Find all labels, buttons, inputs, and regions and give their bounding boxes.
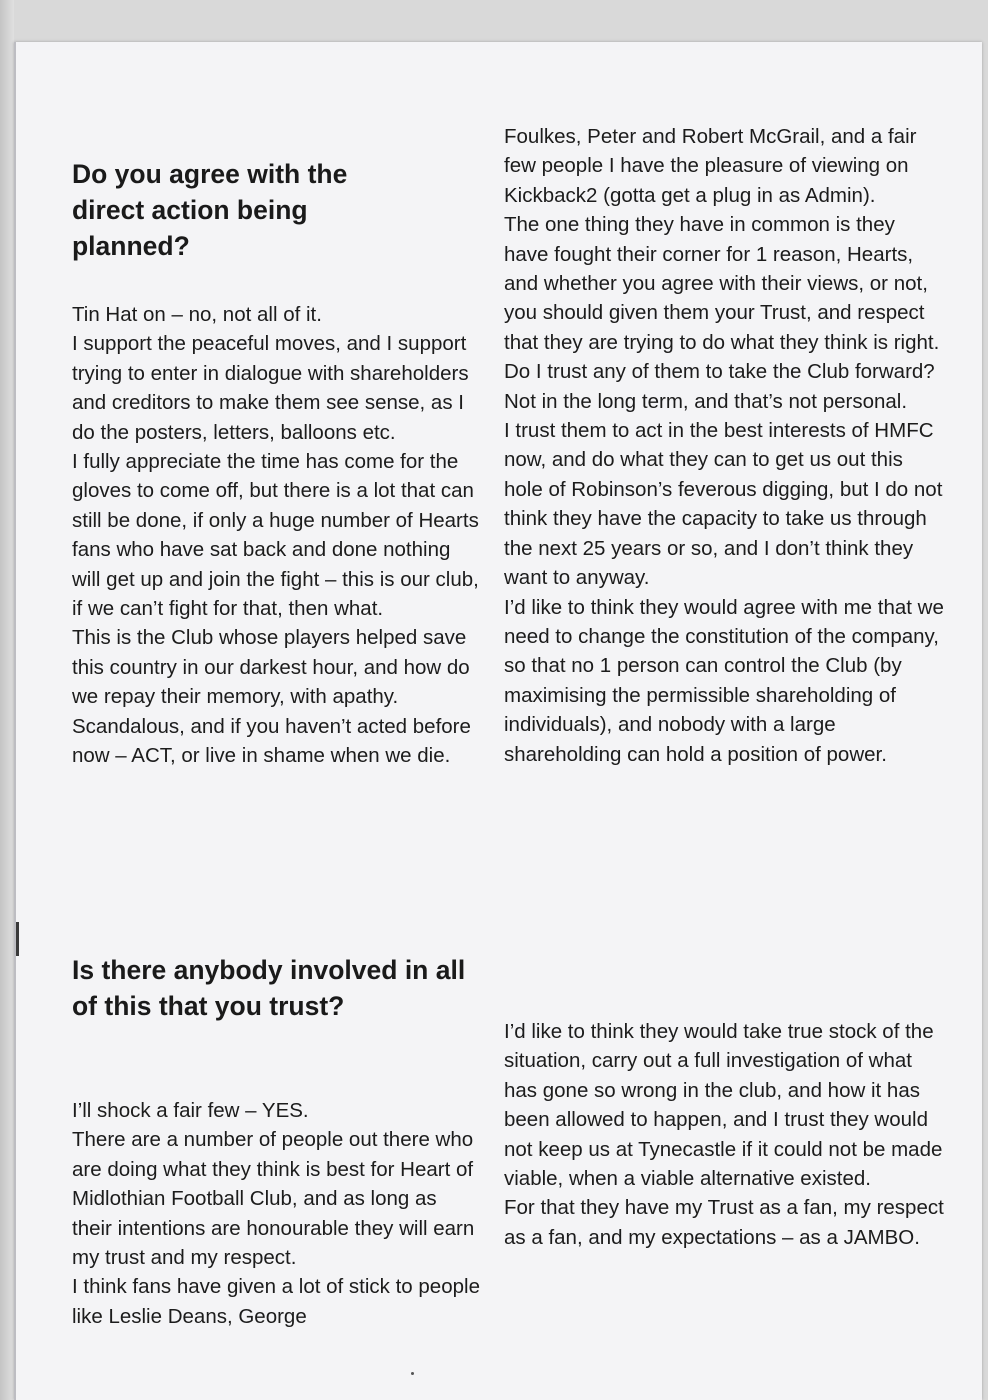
body-line: Do I trust any of them to take the Club forward? Not in the long term, and that’s not personal.: [504, 360, 935, 413]
answer-line: I support the peaceful moves, and I support trying to enter in dialogue with shareholders and creditors to make them see sense, as I do the posters, letters, balloons etc.: [72, 332, 469, 444]
heading-trust: Is there anybody involved in all of this that you trust?: [72, 955, 466, 1021]
answer-line: I’ll shock a fair few – YES.: [72, 1099, 309, 1122]
answer-direct-action: [72, 300, 482, 771]
answer-line: I fully appreciate the time has come for the gloves to come off, but there is a lot that can still be done, if only a huge number of Hearts fans who have sat back and done nothing will get up and join the fight – this is our club, if we can’t fight for that, then what.: [72, 450, 479, 621]
right-paragraph-2: [504, 1017, 944, 1252]
body-line: The one thing they have in common is they have fought their corner for 1 reason, Hearts, and whether you agree with their views, or not, you should given them your Trust, and respect that they are trying to do what they think is right.: [504, 213, 940, 354]
body-line: Foulkes, Peter and Robert McGrail, and a fair few people I have the pleasure of viewing on Kickback2 (gotta get a plug in as Admin).: [504, 125, 917, 207]
body-line: I’d like to think they would agree with me that we need to change the constitution of the company, so that no 1 person can control the Club (by maximising the permissible shareholding of individuals), and nobody with a large shareholding can hold a position of power.: [504, 595, 944, 766]
binding-mark: [16, 922, 19, 956]
heading-direct-action: Do you agree with the direct action being planned?: [72, 159, 348, 261]
document-page: [14, 42, 982, 1400]
answer-line: There are a number of people out there who are doing what they think is best for Heart of Midlothian Football Club, and as long as their intentions are honourable they will earn my trust and my respect.: [72, 1128, 475, 1270]
answer-line: I think fans have given a lot of stick to people like Leslie Deans, George: [72, 1275, 480, 1328]
right-paragraph-1: [504, 122, 944, 769]
answer-line: Tin Hat on – no, not all of it.: [72, 303, 322, 326]
page-spine: [0, 0, 14, 1400]
body-line: For that they have my Trust as a fan, my respect as a fan, and my expectations – as a JAMBO.: [504, 1196, 944, 1249]
body-line: I’d like to think they would take true stock of the situation, carry out a full investigation of what has gone so wrong in the club, and how it has been allowed to happen, and I trust they would not keep us at Tynecastle if it could not be made viable, when a viable alternative existed.: [504, 1020, 943, 1191]
body-line: I trust them to act in the best interests of HMFC now, and do what they can to get us out this hole of Robinson’s feverous digging, but I do not think they have the capacity to take us through the next 25 years or so, and I don’t think they want to anyway.: [504, 419, 943, 590]
answer-line: This is the Club whose players helped save this country in our darkest hour, and how do we repay their memory, with apathy.: [72, 626, 470, 709]
speck: [411, 1372, 414, 1375]
answer-trust: [72, 1096, 482, 1331]
answer-line: Scandalous, and if you haven’t acted before now – ACT, or live in shame when we die.: [72, 714, 471, 768]
